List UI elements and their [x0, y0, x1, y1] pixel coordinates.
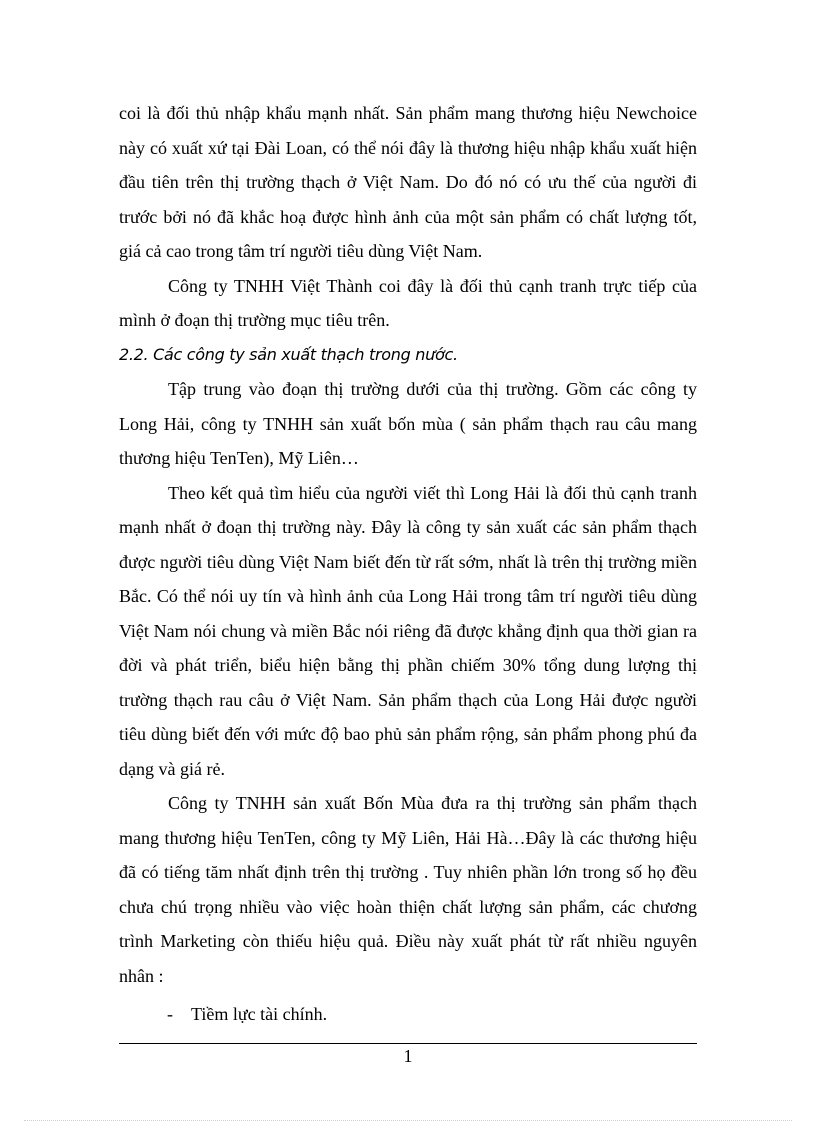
document-body [119, 96, 697, 1032]
paragraph-newchoice: coi là đối thủ nhập khẩu mạnh nhất. Sản phẩm mang thương hiệu Newchoice này có xuất xứ tại Đài Loan, có thể nói đây là thương hiệu nhập khẩu xuất hiện đầu tiên trên thị trường thạch ở Việt Nam. Do đó nó có ưu thế của người đi trước bởi nó đã khắc hoạ được hình ảnh của một sản phẩm có chất lượng tốt, giá cả cao trong tâm trí người tiêu dùng Việt Nam. [119, 103, 697, 261]
page-number: 1 [403, 1046, 413, 1066]
paragraph-bon-mua: Công ty TNHH sản xuất Bốn Mùa đưa ra thị trường sản phẩm thạch mang thương hiệu TenTen, công ty Mỹ Liên, Hải Hà…Đây là các thương hiệu đã có tiếng tăm nhất định trên thị trường . Tuy nhiên phần lớn trong số họ đều chưa chú trọng nhiều vào việc hoàn thiện chất lượng sản phẩm, các chương trình Marketing còn thiếu hiệu quả. Điều này xuất phát từ rất nhiều nguyên nhân : [119, 793, 697, 986]
page-bottom-edge [24, 1120, 792, 1121]
section-heading: 2.2. Các công ty sản xuất thạch trong nước. [119, 344, 458, 364]
paragraph-domestic-companies: Tập trung vào đoạn thị trường dưới của thị trường. Gồm các công ty Long Hải, công ty TNHH sản xuất bốn mùa ( sản phẩm thạch rau câu mang thương hiệu TenTen), Mỹ Liên… [119, 379, 697, 468]
bullet-marker: - [167, 1004, 173, 1024]
paragraph-viet-thanh: Công ty TNHH Việt Thành coi đây là đối thủ cạnh tranh trực tiếp của mình ở đoạn thị trường mục tiêu trên. [119, 275, 697, 330]
bullet-item [119, 997, 697, 1032]
bullet-text: Tiềm lực tài chính. [191, 1004, 328, 1024]
paragraph-long-hai: Theo kết quả tìm hiểu của người viết thì Long Hải là đối thủ cạnh tranh mạnh nhất ở đoạn thị trường này. Đây là công ty sản xuất các sản phẩm thạch được người tiêu dùng Việt Nam biết đến từ rất sớm, nhất là trên thị trường miền Bắc. Có thể nói uy tín và hình ảnh của Long Hải trong tâm trí người tiêu dùng Việt Nam nói chung và miền Bắc nói riêng đã được khẳng định qua thời gian ra đời và phát triển, biểu hiện bằng thị phần chiếm 30% tổng dung lượng thị trường thạch rau câu ở Việt Nam. Sản phẩm thạch của Long Hải được người tiêu dùng biết đến với mức độ bao phủ sản phẩm rộng, sản phẩm phong phú đa dạng và giá rẻ. [119, 482, 697, 779]
